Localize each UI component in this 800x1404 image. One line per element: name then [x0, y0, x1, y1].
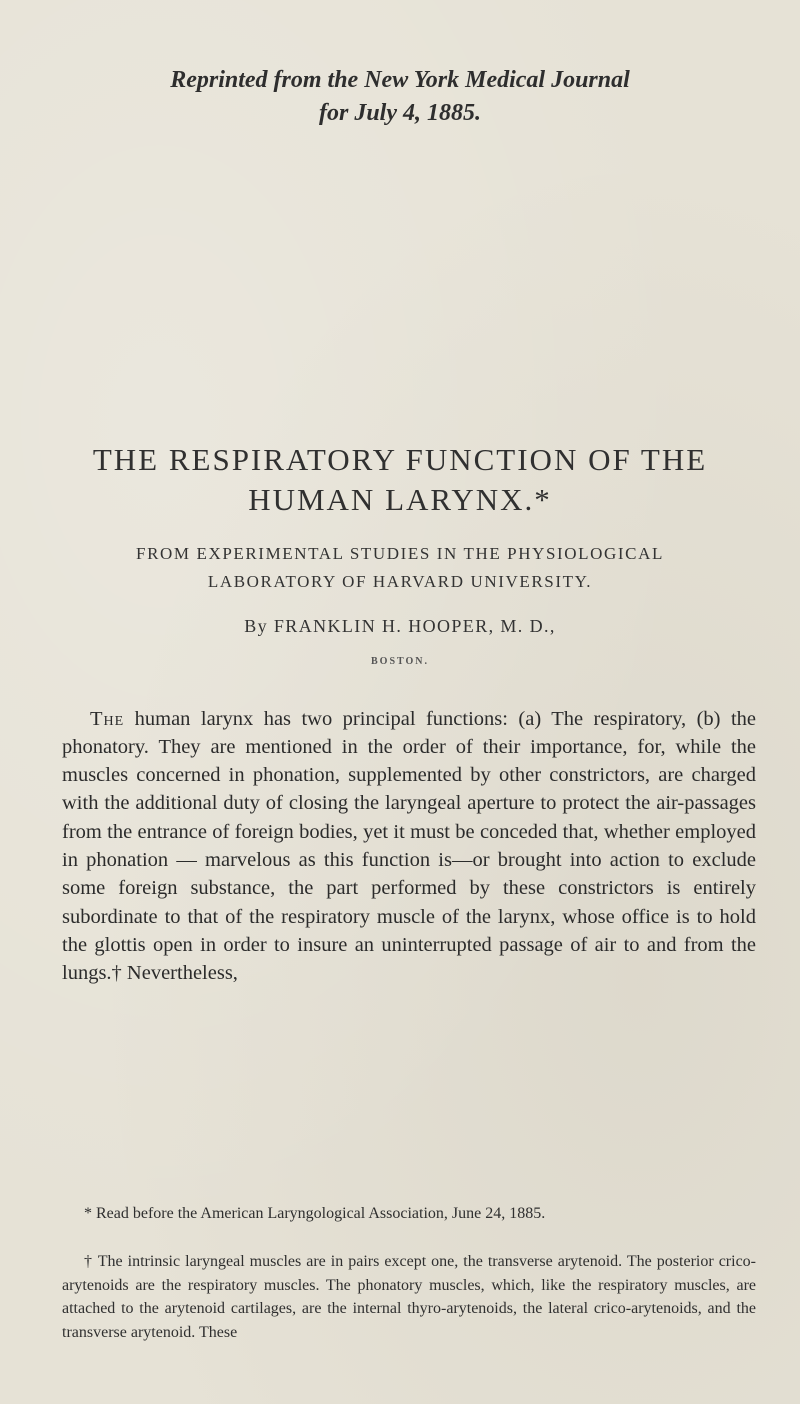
source-line-2: LABORATORY OF HARVARD UNIVERSITY.: [207, 572, 593, 591]
footnote-star: * Read before the American Laryngological Association, June 24, 1885.: [84, 1205, 546, 1222]
source-line-1: FROM EXPERIMENTAL STUDIES IN THE PHYSIOLOGICAL: [136, 544, 664, 563]
reprint-line-2: for July 4, 1885.: [319, 100, 481, 126]
footnote-dagger: † The intrinsic laryngeal muscles are in pairs except one, the transverse arytenoid. The posterior crico-arytenoids are the respiratory muscles. The phonatory muscles, which, like the respiratory muscles, are attached to the arytenoid cartilages, are the internal thyro-arytenoids, the lateral crico-arytenoids, and the transverse arytenoid. These: [62, 1253, 756, 1341]
lead-word: The: [90, 707, 125, 730]
title-line-2: HUMAN LARYNX.*: [248, 482, 552, 517]
body-paragraph: [62, 705, 756, 988]
reprint-line-1: Reprinted from the New York Medical Journal: [170, 67, 630, 93]
author-byline: By FRANKLIN H. HOOPER, M. D.,: [244, 616, 556, 636]
article-title: [0, 440, 800, 520]
author-city: BOSTON.: [371, 656, 429, 667]
body-text: human larynx has two principal functions: (a) The respiratory, (b) the phonatory. They are mentioned in the order of their importance, for, while the muscles concerned in phonation, supplemented by other constrictors, are charged with the additional duty of closing the laryngeal aperture to protect the air-passages from the entrance of foreign bodies, yet it must be conceded that, whether employed in phonation — marvelous as this function is—or brought into action to exclude some foreign substance, the part performed by these constrictors is entirely subordinate to that of the respiratory muscle of the larynx, whose office is to hold the glottis open in order to insure an uninterrupted passage of air to and from the lungs.† Nevertheless,: [62, 707, 756, 985]
title-line-1: THE RESPIRATORY FUNCTION OF THE: [92, 442, 708, 477]
source-institution: [0, 540, 800, 596]
reprint-notice: [0, 64, 800, 130]
